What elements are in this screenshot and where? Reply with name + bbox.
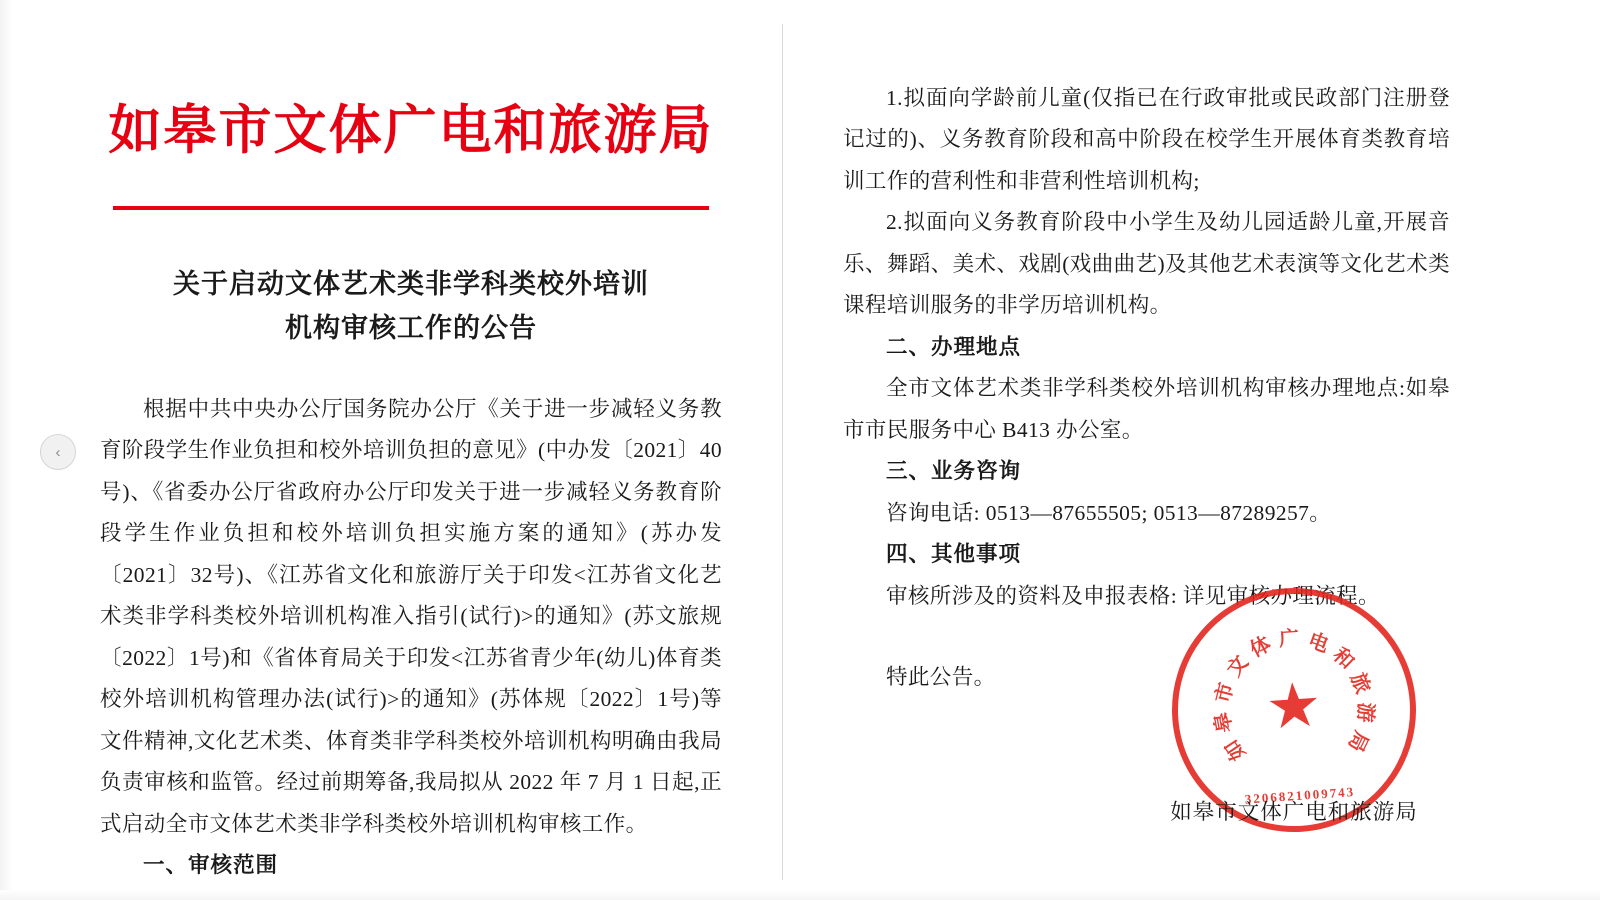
closing-statement: 特此公告。 — [886, 665, 996, 690]
seal-arc-char: 广 — [1278, 627, 1300, 651]
section-heading-4: 四、其他事项 — [886, 542, 1022, 567]
masthead-red-rule — [113, 206, 709, 210]
section-2-body: 全市文体艺术类非学科类校外培训机构审核办理地点:如皋市市民服务中心 B413 办公室。 — [843, 376, 1450, 442]
section-4-body: 审核所涉及的资料及申报表格: 详见审核办理流程。 — [886, 583, 1380, 608]
masthead — [100, 100, 722, 210]
scope-item-1: 1.拟面向学龄前儿童(仅指已在行政审批或民政部门注册登记过的)、义务教育阶段和高中阶段在校学生开展体育类教育培训工作的营利性和非营利性培训机构; — [843, 86, 1450, 193]
seal-arc-char: 和 — [1328, 644, 1359, 674]
seal-arc-char: 如 — [1220, 735, 1250, 765]
seal-arc-char: 文 — [1223, 651, 1253, 681]
seal-arc-char: 旅 — [1345, 670, 1374, 697]
issuing-authority-title: 如皋市文体广电和旅游局 — [108, 102, 714, 160]
right-column — [783, 0, 1600, 900]
signature-line: 如皋市文体广电和旅游局 — [1170, 800, 1418, 824]
seal-arc-char: 电 — [1305, 629, 1332, 658]
seal-arc-char: 体 — [1246, 632, 1275, 662]
page-edge-shading-bottom — [0, 890, 1600, 900]
document-title-line-2: 机构审核工作的公告 — [285, 313, 537, 344]
seal-area — [1084, 594, 1504, 844]
seal-arc-char: 局 — [1343, 727, 1373, 755]
seal-star-icon: ★ — [1263, 671, 1324, 743]
section-heading-2: 二、办理地点 — [886, 334, 1022, 359]
previous-page-button[interactable] — [40, 434, 76, 470]
chevron-left-icon: ‹ — [55, 443, 61, 461]
seal-serial-code: 3206821009743 — [1244, 783, 1356, 807]
section-heading-1: 一、审核范围 — [143, 853, 279, 878]
section-heading-3: 三、业务咨询 — [886, 459, 1022, 484]
seal-arc-char: 皋 — [1211, 710, 1237, 735]
scope-item-2: 2.拟面向义务教育阶段中小学生及幼儿园适龄儿童,开展音乐、舞蹈、美术、戏剧(戏曲曲艺)及其他艺术表演等文化艺术类课程培训服务的非学历培训机构。 — [843, 210, 1450, 318]
document-title-line-1: 关于启动文体艺术类非学科类校外培训 — [173, 268, 649, 299]
document-title — [100, 262, 722, 351]
seal-arc-char: 市 — [1212, 680, 1239, 706]
section-3-body: 咨询电话: 0513—87655505; 0513—87289257。 — [886, 500, 1332, 525]
seal-arc-char: 游 — [1353, 702, 1377, 723]
left-column — [0, 0, 782, 900]
opening-paragraph: 根据中共中央办公厅国务院办公厅《关于进一步减轻义务教育阶段学生作业负担和校外培训负担的意见》(中办发〔2021〕40号)、《省委办公厅省政府办公厅印发关于进一步减轻义务教育阶段学生作业负担和校外培训负担实施方案的通知》(苏办发〔2021〕32号)、《江苏省文化和旅游厅关于印发<江苏省文化艺术类非学科类校外培训机构准入指引(试行)>的通知》(苏文旅规〔2022〕1号)和《省体育局关于印发<江苏省青少年(幼儿)体育类校外培训机构管理办法(试行)>的通知》(苏体规〔2022〕1号)等文件精神,文化艺术类、体育类非学科类校外培训机构明确由我局负责审核和监管。经过前期筹备,我局拟从 2022 年 7 月 1 日起,正式启动全市文体艺术类非学科类校外培训机构审核工作。 — [100, 396, 722, 836]
